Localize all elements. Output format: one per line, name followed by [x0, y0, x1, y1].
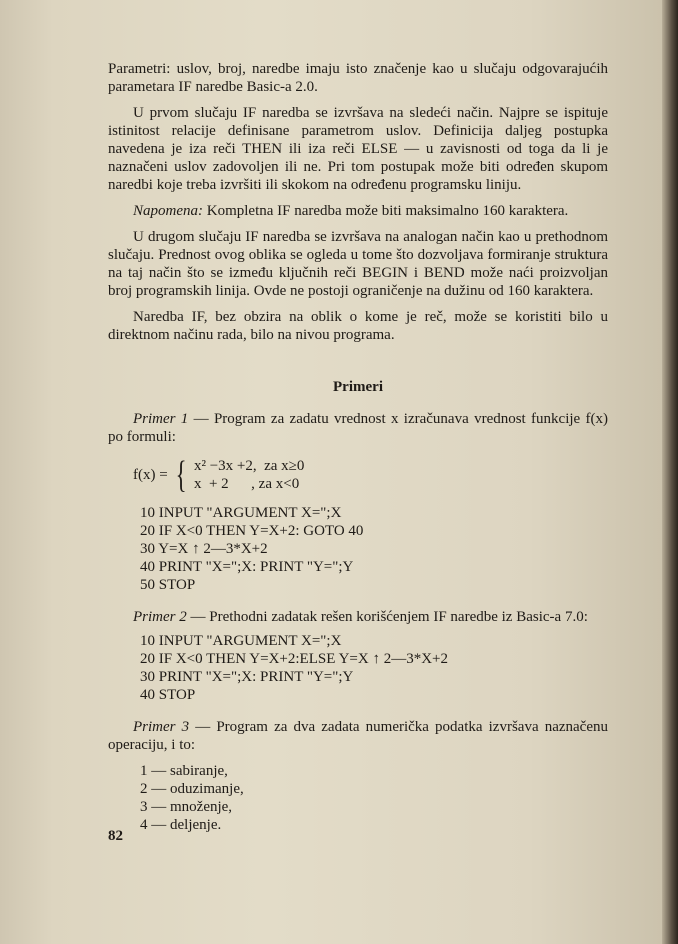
paragraph-note [108, 202, 608, 220]
code-line: 20 IF X<0 THEN Y=X+2:ELSE Y=X ↑ 2—3*X+2 [140, 651, 448, 667]
formula-case-1: x² −3x +2, za x≥0 [193, 458, 305, 474]
paragraph-usage: Naredba IF, bez obzira na oblik o kome je reč, može se koristiti bilo u direktnom načinu rada, bilo na nivou programa. [108, 309, 608, 343]
code-line: 10 INPUT "ARGUMENT X=";X [140, 633, 342, 649]
code-line: 50 STOP [140, 577, 196, 593]
example-1-code [140, 504, 608, 594]
example-2-text: — Prethodni zadatak rešen korišćenjem IF naredbe iz Basic-a 7.0: [186, 609, 588, 625]
section-heading: Primeri [333, 379, 383, 395]
code-line: 40 STOP [140, 687, 196, 703]
formula-brace: { [175, 454, 187, 496]
example-3-text: — Program za dva zadata numerička podatka izvršava naznačenu operaciju, i to: [108, 719, 609, 753]
example-3-intro [108, 718, 608, 754]
list-item: 3 — množenje, [140, 799, 233, 815]
paragraph-parameters: Parametri: uslov, broj, naredbe imaju isto značenje kao u slučaju odgovarajućih parametara IF naredbe Basic-a 2.0. [108, 61, 608, 95]
example-2-intro [108, 608, 608, 626]
code-line: 30 PRINT "X=";X: PRINT "Y=";Y [140, 669, 354, 685]
list-item: 1 — sabiranje, [140, 763, 228, 779]
paragraph-second-case: U drugom slučaju IF naredba se izvršava na analogan način kao u prethodnom slučaju. Prednost ovog oblika se ogleda u tome što dozvoljava formiranje struktura na taj način što se između ključnih reči BEGIN i BEND može naći proizvoljan broj programskih linija. Ovde ne postoji ograničenje na dužinu od 160 karaktera. [108, 229, 608, 299]
formula-fx: f(x) = [133, 467, 168, 483]
code-line: 30 Y=X ↑ 2—3*X+2 [140, 541, 268, 557]
list-item: 4 — deljenje. [140, 817, 222, 833]
formula-case-2: x + 2 , za x<0 [193, 476, 300, 492]
code-line: 40 PRINT "X=";X: PRINT "Y=";Y [140, 559, 354, 575]
example-3-label: Primer 3 [133, 719, 190, 735]
page-content [108, 60, 608, 834]
note-text: Kompletna IF naredba može biti maksimalno 160 karaktera. [203, 203, 569, 219]
example-1-intro [108, 410, 608, 446]
code-line: 10 INPUT "ARGUMENT X=";X [140, 505, 342, 521]
example-1-text: — Program za zadatu vrednost x izračunava vrednost funkcije f(x) po formuli: [108, 411, 608, 445]
note-label: Napomena: [133, 203, 203, 219]
operation-list [140, 762, 608, 834]
page-edge [662, 0, 678, 944]
paragraph-first-case: U prvom slučaju IF naredba se izvršava na sledeći način. Najpre se ispituje istinitost relacije definisane parametrom uslov. Definicija daljeg postupka navedena je iza reči THEN ili iza reči ELSE — u zavisnosti od toga da li je naznačeni uslov zadovoljen ili ne. Pri tom postupak može biti određen skupom naredbi koje treba izvršiti ili skokom na određenu programsku liniju. [108, 105, 608, 193]
example-2-label: Primer 2 [133, 609, 187, 625]
code-line: 20 IF X<0 THEN Y=X+2: GOTO 40 [140, 523, 364, 539]
list-item: 2 — oduzimanje, [140, 781, 244, 797]
example-1-label: Primer 1 [133, 411, 189, 427]
piecewise-formula [133, 456, 608, 494]
example-2-code [140, 632, 608, 704]
page-number: 82 [108, 828, 123, 844]
formula-cases [194, 457, 304, 493]
